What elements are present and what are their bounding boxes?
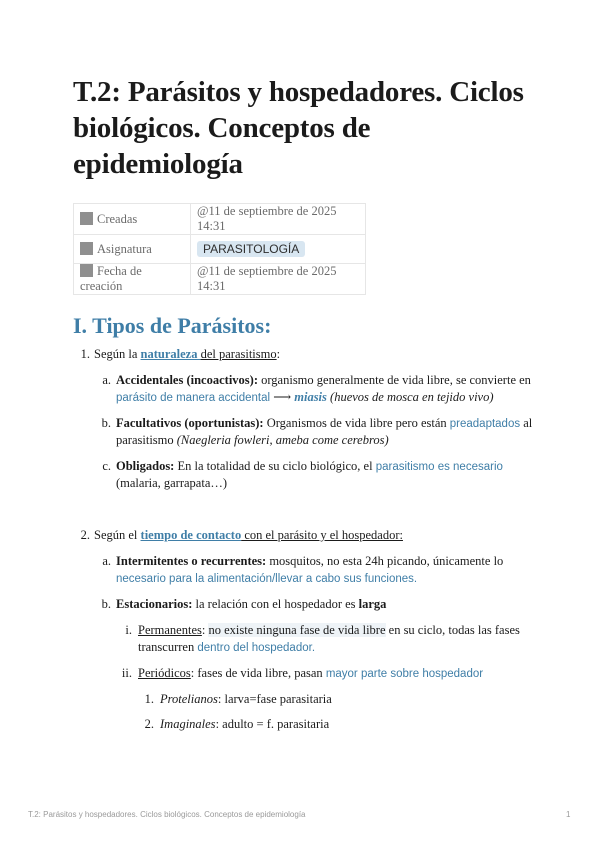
- page-number: 1: [566, 810, 571, 819]
- list-marker: 1.: [144, 692, 154, 706]
- property-icon: [80, 264, 93, 277]
- list-item-continuation: necesario para la alimentación/llevar a cabo sus funciones.: [116, 573, 418, 585]
- section-heading: I. Tipos de Parásitos:: [73, 313, 272, 338]
- property-value: @11 de septiembre de 2025 14:31: [191, 264, 366, 295]
- list-item: Periódicos: fases de vida libre, pasan mayor parte sobre hospedador: [138, 666, 484, 680]
- list-item: Protelianos: larva=fase parasitaria: [160, 692, 332, 706]
- list-marker: b.: [101, 597, 111, 611]
- property-value: @11 de septiembre de 2025 14:31: [191, 204, 366, 235]
- property-key: Creadas: [97, 211, 138, 226]
- footer-title: T.2: Parásitos y hospedadores. Ciclos biológicos. Conceptos de epidemiología: [28, 810, 306, 819]
- list-marker: i.: [125, 623, 132, 637]
- page-title: T.2: Parásitos y hospedadores. Ciclos biológicos. Conceptos de epidemiología: [73, 76, 524, 180]
- property-row: [74, 204, 366, 235]
- list-marker: c.: [102, 459, 111, 473]
- list-item: Según la naturaleza del parasitismo:: [94, 347, 281, 361]
- list-item-continuation: transcurren dentro del hospedador.: [138, 640, 316, 654]
- highlighted-text: no existe ninguna fase de vida libre: [208, 623, 386, 637]
- property-icon: [80, 212, 93, 225]
- list-item: Permanentes: no existe ninguna fase de vida libre en su ciclo, todas las fases: [138, 623, 520, 637]
- property-icon: [80, 242, 93, 255]
- list-item: Accidentales (incoactivos): organismo generalmente de vida libre, se convierte en: [116, 373, 531, 387]
- list-item: Imaginales: adulto = f. parasitaria: [160, 717, 330, 731]
- list-item: Estacionarios: la relación con el hospedador es larga: [116, 597, 387, 611]
- subject-tag[interactable]: PARASITOLOGÍA: [197, 241, 305, 257]
- list-item-continuation: (malaria, garrapata…): [116, 476, 228, 490]
- property-key: Fecha de creación: [80, 264, 142, 293]
- properties-table: [73, 203, 366, 295]
- list-item: Intermitentes o recurrentes: mosquitos, no esta 24h picando, únicamente lo: [116, 554, 504, 568]
- keyword-link: tiempo de contacto: [140, 528, 242, 542]
- list-item: Según el tiempo de contacto con el parásito y el hospedador:: [94, 528, 403, 542]
- keyword-link: naturaleza: [140, 347, 201, 361]
- property-row: [74, 264, 366, 295]
- list-marker: 1.: [80, 347, 90, 361]
- property-key: Asignatura: [97, 241, 152, 256]
- list-marker: a.: [102, 373, 111, 387]
- list-item: Obligados: En la totalidad de su ciclo biológico, el parasitismo es necesario: [116, 459, 503, 473]
- list-marker: 2.: [144, 717, 154, 731]
- list-marker: b.: [101, 416, 111, 430]
- list-marker: ii.: [121, 666, 132, 680]
- property-row: [74, 235, 366, 264]
- list-item-continuation: parasitismo (Naegleria fowleri, ameba come cerebros): [116, 433, 389, 447]
- list-marker: a.: [102, 554, 111, 568]
- list-item-continuation: parásito de manera accidental ⟶ miasis (huevos de mosca en tejido vivo): [116, 390, 494, 404]
- list-marker: 2.: [80, 528, 90, 542]
- list-item: Facultativos (oportunistas): Organismos de vida libre pero están preadaptados al: [116, 416, 533, 430]
